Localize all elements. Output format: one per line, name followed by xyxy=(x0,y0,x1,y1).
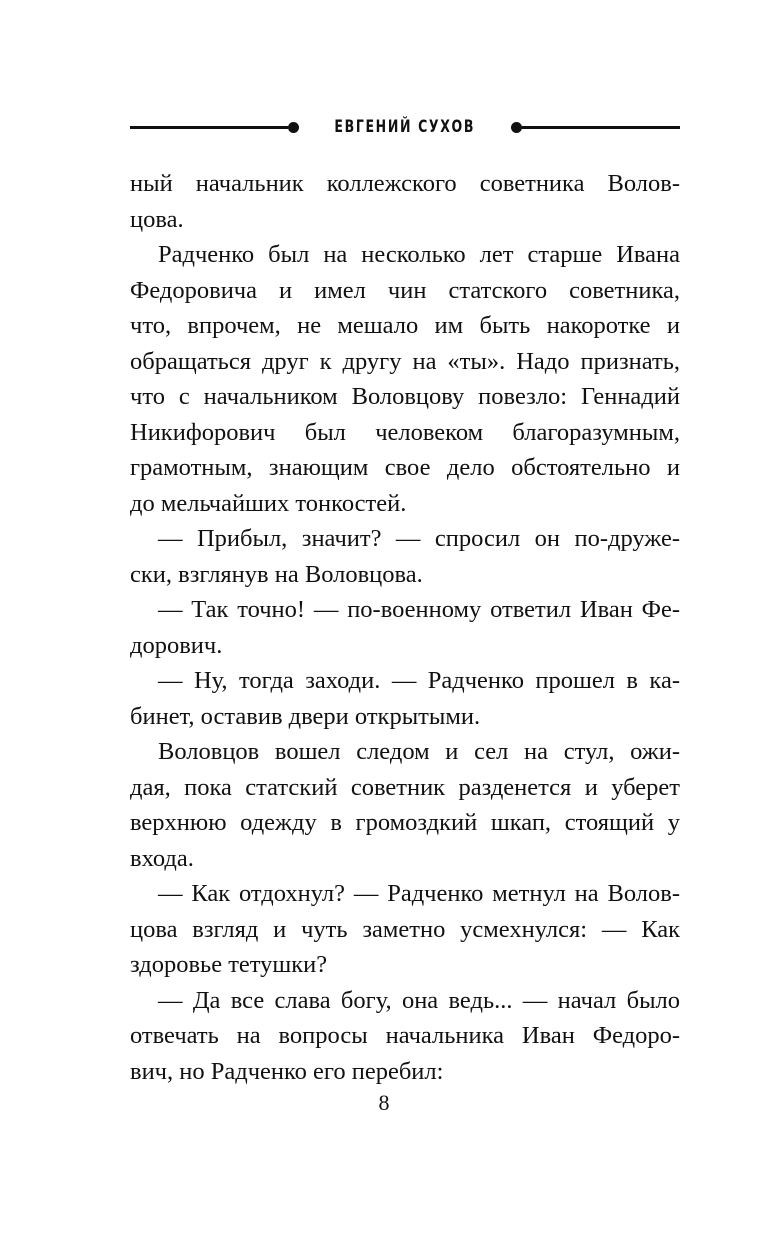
text-line: Никифорович был человеком благоразумным, xyxy=(130,418,680,446)
header-rule-right xyxy=(522,126,680,129)
text-line: бинет, оставив двери открытыми. xyxy=(130,702,481,730)
running-header xyxy=(130,112,680,142)
text-line: до мельчайших тонкостей. xyxy=(130,489,407,517)
text-line: — Прибыл, значит? — спросил он по-друже- xyxy=(158,525,680,552)
text-line: что с начальником Воловцову повезло: Геннадий xyxy=(130,383,680,410)
header-rule-left xyxy=(130,126,288,129)
text-line: — Да все слава богу, она ведь... — начал было xyxy=(158,986,680,1014)
text-line: вич, но Радченко его перебил: xyxy=(130,1057,444,1085)
page-number: 8 xyxy=(378,1090,390,1115)
text-line: входа. xyxy=(130,844,194,872)
text-line: дорович. xyxy=(130,631,223,659)
text-line: Воловцов вошел следом и сел на стул, ожи- xyxy=(158,738,680,765)
body-text xyxy=(130,166,680,1089)
text-line: ный начальник коллежского советника Волов- xyxy=(130,170,680,197)
text-line: верхнюю одежду в громоздкий шкап, стоящий у xyxy=(130,809,680,836)
text-line: цова. xyxy=(130,205,184,233)
text-line: что, впрочем, не мешало им быть накоротке и xyxy=(130,312,680,339)
header-dot-right xyxy=(511,122,522,133)
text-line: — Так точно! — по-военному ответил Иван Фе- xyxy=(158,596,680,623)
text-line: ски, взглянув на Воловцова. xyxy=(130,560,423,588)
header-dot-left xyxy=(288,122,299,133)
text-line: — Ну, тогда заходи. — Радченко прошел в ка- xyxy=(158,667,680,694)
text-line: — Как отдохнул? — Радченко метнул на Волов- xyxy=(158,880,680,907)
header-author: ЕВГЕНИЙ СУХОВ xyxy=(334,117,476,137)
text-line: отвечать на вопросы начальника Иван Федоро- xyxy=(130,1022,680,1049)
text-line: обращаться друг к другу на «ты». Надо признать, xyxy=(130,347,680,375)
text-line: дая, пока статский советник разденется и уберет xyxy=(130,773,680,801)
text-line: Радченко был на несколько лет старше Ивана xyxy=(158,241,680,268)
text-line: здоровье тетушки? xyxy=(130,951,328,978)
text-line: Федоровича и имел чин статского советника, xyxy=(130,276,680,304)
text-line: цова взгляд и чуть заметно усмехнулся: — Как xyxy=(130,915,680,943)
text-line: грамотным, знающим свое дело обстоятельно и xyxy=(130,454,680,481)
